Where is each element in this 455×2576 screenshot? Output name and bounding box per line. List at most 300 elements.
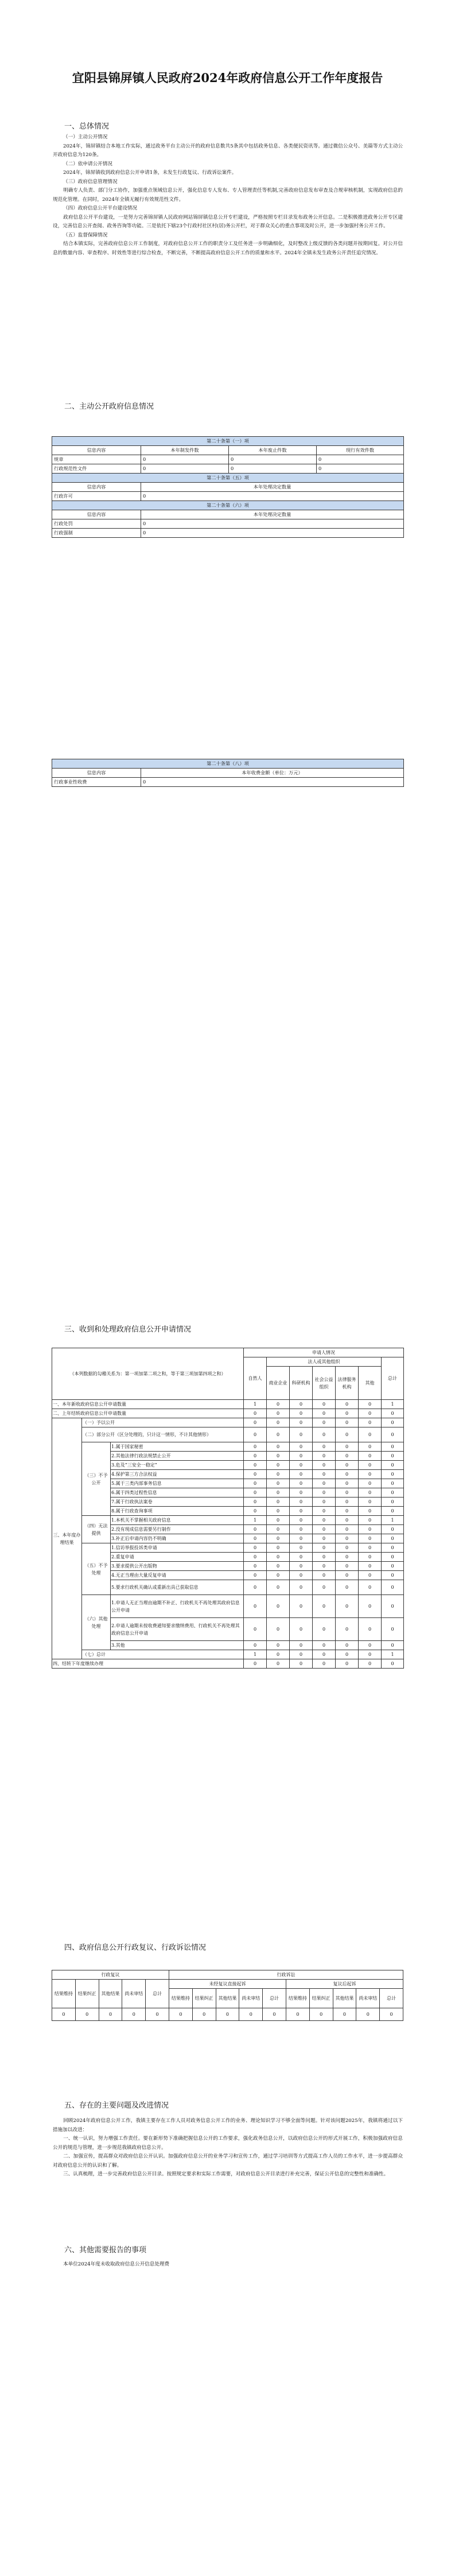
- cell-value: 0: [336, 1461, 359, 1470]
- row-label: 规章: [52, 455, 141, 464]
- cell-value: 0: [359, 1525, 382, 1534]
- row-label: 5.要求行政机关确认或重新出具已获取信息: [111, 1580, 244, 1595]
- cell-value: 0: [267, 1618, 290, 1641]
- cell-value: 0: [290, 1650, 313, 1659]
- row-label: 行政许可: [52, 492, 141, 501]
- cell-value: 0: [313, 1427, 336, 1442]
- cell-value: 0: [336, 1409, 359, 1418]
- table-row: [52, 778, 404, 787]
- cell-value: 0: [146, 2008, 169, 2021]
- paragraph: 2024年，锦屏镇收到政府信息公开申请1条，未发生行政复议、行政诉讼案件。: [63, 170, 237, 176]
- column-header: 其他结果: [333, 1989, 356, 2008]
- fee-table: [52, 759, 404, 787]
- table-row: [52, 455, 404, 464]
- cell-value: 0: [313, 1452, 336, 1461]
- cell-value: 0: [336, 1479, 359, 1488]
- row-label: 4.无正当理由大量反复申请: [111, 1571, 244, 1580]
- table-row: [52, 1595, 404, 1618]
- column-header: 信息内容: [52, 483, 141, 492]
- row-label: （七）总计: [82, 1650, 244, 1659]
- cell-value: 0: [313, 1442, 336, 1452]
- paragraph: （四）政府信息公开平台建设情况: [63, 205, 137, 211]
- cell-value: 0: [382, 1452, 404, 1461]
- paragraph: 二、加强宣传，提高群众对政府信息公开认识。加强政府信息公开的业务学习和宣传工作，通过学习培训等方式提高工作人员的工作水平，进一步提高群众对政府信息公开的认识和了解。: [53, 2154, 403, 2168]
- cell-value: 0: [244, 1507, 267, 1516]
- paragraph: 政府信息公开平台建设，一是努力完善锦屏镇人民政府网站锦屏镇信息公开专栏建设，严格按照专栏目录发布政务公开信息。二是积极推进政务公开专区建设，完善信息公开查阅、政务咨询等功能。三是依托下辖23个行政村社区村(居)务公开栏，对于群众关心的重点事项及时公开，进一步加强村务公开工作。: [53, 214, 403, 229]
- column-header: 结果纠正: [309, 1989, 333, 2008]
- cell-value: 1: [382, 1650, 404, 1659]
- row-label: 2.没有现成信息需要另行制作: [111, 1525, 244, 1534]
- cell-value: 0: [290, 1442, 313, 1452]
- active-disclosure-table: [52, 436, 404, 538]
- cell-value: 0: [359, 1418, 382, 1427]
- column-group-header: 未经复议直接起诉: [169, 1980, 286, 1989]
- cell-value: 0: [141, 519, 404, 529]
- cell-value: 0: [267, 1571, 290, 1580]
- cell-value: 0: [359, 1580, 382, 1595]
- cell-value: 0: [382, 1442, 404, 1452]
- cell-value: 0: [244, 1553, 267, 1562]
- cell-value: 0: [244, 1562, 267, 1571]
- cell-value: 0: [290, 1534, 313, 1543]
- column-group-header: 法人或其他组织: [267, 1357, 382, 1367]
- cell-value: 0: [382, 1580, 404, 1595]
- cell-value: 1: [382, 1400, 404, 1409]
- cell-value: 0: [313, 1498, 336, 1507]
- cell-value: 0: [359, 1488, 382, 1498]
- cell-value: 0: [313, 1562, 336, 1571]
- cell-value: 0: [359, 1461, 382, 1470]
- cell-value: 0: [336, 1427, 359, 1442]
- column-header: 信息内容: [52, 510, 141, 519]
- cell-value: 0: [382, 1553, 404, 1562]
- cell-value: 0: [382, 1470, 404, 1479]
- cell-value: 0: [244, 1488, 267, 1498]
- cell-value: 0: [359, 1650, 382, 1659]
- cell-value: 0: [382, 1488, 404, 1498]
- cell-value: 0: [317, 455, 404, 464]
- cell-value: 0: [336, 1452, 359, 1461]
- cell-value: 0: [359, 1543, 382, 1553]
- cell-value: 0: [382, 1461, 404, 1470]
- cell-value: 0: [75, 2008, 99, 2021]
- column-header: 总计: [382, 1357, 404, 1400]
- column-header: 本年处理决定数量: [141, 510, 404, 519]
- paragraph: 一、统一认识，努力增强工作责任。要在新形势下准确把握信息公开的工作要求，强化政务信息公开，以政府信息公开的形式开展工作，积极加强政府信息公开的规范与管理，进一步规范我镇政府信息公开。: [53, 2136, 403, 2151]
- row-group-label: （四）无法提供: [82, 1516, 111, 1543]
- cell-value: 0: [267, 1442, 290, 1452]
- row-label: 行政事业性收费: [52, 778, 141, 787]
- cell-value: 0: [267, 1525, 290, 1534]
- section-5-body: [53, 2117, 403, 2179]
- cell-value: 0: [267, 1659, 290, 1669]
- cell-value: 0: [382, 1418, 404, 1427]
- cell-value: 0: [267, 1400, 290, 1409]
- cell-value: 0: [336, 1400, 359, 1409]
- paragraph: （三）政府信息管理情况: [63, 179, 118, 185]
- cell-value: 0: [359, 1507, 382, 1516]
- cell-value: 0: [267, 1641, 290, 1650]
- cell-value: 0: [336, 1507, 359, 1516]
- cell-value: 0: [382, 1479, 404, 1488]
- cell-value: 0: [267, 1507, 290, 1516]
- table-banner: 第二十条第（五）项: [52, 474, 404, 483]
- column-header: 其他结果: [99, 1980, 122, 2008]
- cell-value: 0: [267, 1498, 290, 1507]
- cell-value: 1: [244, 1400, 267, 1409]
- cell-value: 1: [244, 1650, 267, 1659]
- cell-value: 0: [141, 464, 229, 474]
- cell-value: 0: [244, 1525, 267, 1534]
- column-header: 自然人: [244, 1357, 267, 1400]
- row-label: 6.属于四类过程性信息: [111, 1488, 244, 1498]
- cell-value: 0: [382, 1498, 404, 1507]
- cell-value: 0: [229, 455, 317, 464]
- row-group-label: （六）其他处理: [82, 1595, 111, 1650]
- row-label: （一）予以公开: [82, 1418, 244, 1427]
- cell-value: 0: [244, 1641, 267, 1650]
- paragraph: （五）监督保障情况: [63, 232, 108, 238]
- table-row: [52, 1516, 404, 1525]
- cell-value: 0: [336, 1571, 359, 1580]
- cell-value: 0: [382, 1525, 404, 1534]
- column-header: 法律服务机构: [336, 1367, 359, 1400]
- section-heading-3: 三、收到和处理政府信息公开申请情况: [64, 1325, 192, 1334]
- row-label: 1.本机关不掌握相关政府信息: [111, 1516, 244, 1525]
- row-label: 3.要求提供公开出版物: [111, 1562, 244, 1571]
- cell-value: 0: [313, 1516, 336, 1525]
- cell-value: 0: [239, 2008, 263, 2021]
- cell-value: 0: [267, 1650, 290, 1659]
- cell-value: 0: [313, 1595, 336, 1618]
- table-row: [52, 1543, 404, 1553]
- cell-value: 0: [169, 2008, 192, 2021]
- cell-value: 0: [336, 1618, 359, 1641]
- cell-value: 0: [313, 1534, 336, 1543]
- cell-value: 0: [216, 2008, 239, 2021]
- cell-value: 0: [382, 1595, 404, 1618]
- cell-value: 0: [336, 1595, 359, 1618]
- table-corner-note: （本列数据的勾稽关系为：第一项加第二项之和，等于第三项加第四项之和）: [52, 1348, 244, 1400]
- row-label: 二、上年结转政府信息公开申请数量: [52, 1409, 244, 1418]
- cell-value: 0: [336, 1470, 359, 1479]
- cell-value: 0: [290, 1461, 313, 1470]
- column-header: 商业企业: [267, 1367, 290, 1400]
- cell-value: 0: [244, 1442, 267, 1452]
- table-banner: 第二十条第（八）项: [52, 759, 404, 769]
- cell-value: 0: [290, 1571, 313, 1580]
- table-row: [52, 519, 404, 529]
- cell-value: 0: [267, 1427, 290, 1442]
- cell-value: 0: [290, 1427, 313, 1442]
- paragraph: 结合本镇实际，完善政府信息公开工作制度，对政府信息公开工作的职责分工及任务进一步明确细化，及时整改上级反馈的各类问题并按期回复。对公开信息的数量内容、审查程序、时效性等进行综合检查，不断完善，不断提高政府信息公开工作的质量和水平。2024年全镇未发生政务公开责任追究情况。: [53, 241, 403, 256]
- cell-value: 0: [141, 492, 404, 501]
- cell-value: 0: [333, 2008, 356, 2021]
- cell-value: 0: [244, 1418, 267, 1427]
- column-header: 信息内容: [52, 446, 141, 455]
- section-heading-1: 一、总体情况: [64, 122, 110, 131]
- row-group-label: （五）不予处理: [82, 1543, 111, 1595]
- table-row: [52, 1650, 404, 1659]
- cell-value: 0: [141, 529, 404, 538]
- cell-value: 0: [336, 1418, 359, 1427]
- cell-value: 0: [290, 1409, 313, 1418]
- table-row: [52, 464, 404, 474]
- cell-value: 0: [290, 1562, 313, 1571]
- row-label: 行政规范性文件: [52, 464, 141, 474]
- cell-value: 0: [192, 2008, 216, 2021]
- cell-value: 0: [267, 1562, 290, 1571]
- cell-value: 0: [313, 1571, 336, 1580]
- cell-value: 0: [359, 1470, 382, 1479]
- cell-value: 0: [313, 1507, 336, 1516]
- cell-value: 0: [313, 1400, 336, 1409]
- cell-value: 0: [244, 1534, 267, 1543]
- cell-value: 0: [313, 1641, 336, 1650]
- cell-value: 0: [359, 1452, 382, 1461]
- column-header: 尚未审结: [239, 1989, 263, 2008]
- cell-value: 0: [382, 1409, 404, 1418]
- cell-value: 0: [359, 1618, 382, 1641]
- section-heading-4: 四、政府信息公开行政复议、行政诉讼情况: [64, 1943, 207, 1952]
- cell-value: 0: [336, 1543, 359, 1553]
- cell-value: 0: [313, 1650, 336, 1659]
- cell-value: 0: [359, 1659, 382, 1669]
- cell-value: 0: [286, 2008, 309, 2021]
- section-heading-6: 六、其他需要报告的事项: [64, 2246, 147, 2255]
- table-row: [52, 1409, 404, 1418]
- cell-value: 0: [141, 778, 404, 787]
- cell-value: 0: [359, 1400, 382, 1409]
- cell-value: 0: [380, 2008, 403, 2021]
- cell-value: 0: [290, 1516, 313, 1525]
- cell-value: 0: [313, 1461, 336, 1470]
- row-label: 2.申请人逾期未按收费通知要求缴纳费用、行政机关不再处理其政府信息公开申请: [111, 1618, 244, 1641]
- cell-value: 0: [290, 1470, 313, 1479]
- column-header: 现行有效件数: [317, 446, 404, 455]
- review-litigation-table: [52, 1970, 403, 2021]
- paragraph: 本单位2024年度未收取政府信息公开信息处理费: [63, 2261, 170, 2267]
- table-row: [52, 1418, 404, 1427]
- row-label: 3.补正后申请内容仍不明确: [111, 1534, 244, 1543]
- application-handling-table: [52, 1348, 404, 1669]
- cell-value: 0: [267, 1516, 290, 1525]
- cell-value: 0: [336, 1659, 359, 1669]
- row-label: 7.属于行政执法案卷: [111, 1498, 244, 1507]
- cell-value: 0: [244, 1461, 267, 1470]
- cell-value: 0: [313, 1618, 336, 1641]
- column-header: 结果维持: [52, 1980, 76, 2008]
- row-label: 1.申请人无正当理由逾期不补正、行政机关不再处理其政府信息公开申请: [111, 1595, 244, 1618]
- cell-value: 0: [313, 1580, 336, 1595]
- cell-value: 0: [244, 1498, 267, 1507]
- cell-value: 0: [244, 1479, 267, 1488]
- column-group-header: 申请人情况: [244, 1348, 404, 1357]
- row-label: 3.危及“三安全一稳定”: [111, 1461, 244, 1470]
- column-group-header: 行政诉讼: [169, 1970, 403, 1980]
- cell-value: 0: [313, 1418, 336, 1427]
- cell-value: 0: [359, 1516, 382, 1525]
- row-label: 1.属于国家秘密: [111, 1442, 244, 1452]
- cell-value: 0: [244, 1452, 267, 1461]
- cell-value: 0: [141, 455, 229, 464]
- table-banner: 第二十条第（六）项: [52, 501, 404, 510]
- cell-value: 0: [336, 1562, 359, 1571]
- cell-value: 0: [267, 1553, 290, 1562]
- cell-value: 0: [313, 1553, 336, 1562]
- cell-value: 0: [229, 464, 317, 474]
- paragraph: 明确专人负责、部门分工协作，加强重点领域信息公开，强化信息专人发布、专人管理责任等机制,完善政府信息发布审查及合规审核机制，实现政府信息的规范化管理。在同时，2024年全镇无履行有效规范性文件。: [53, 188, 403, 203]
- cell-value: 0: [244, 1659, 267, 1669]
- row-label: 2.其他法律行政法规禁止公开: [111, 1452, 244, 1461]
- cell-value: 0: [290, 1659, 313, 1669]
- row-group-label: 三、本年度办理结果: [52, 1418, 82, 1659]
- cell-value: 0: [244, 1618, 267, 1641]
- section-6-body: [53, 2260, 403, 2269]
- cell-value: 0: [359, 1427, 382, 1442]
- cell-value: 0: [359, 1409, 382, 1418]
- table-row: [52, 529, 404, 538]
- cell-value: 0: [244, 1409, 267, 1418]
- cell-value: 0: [336, 1498, 359, 1507]
- paragraph: （一）主动公开情况: [63, 134, 108, 140]
- cell-value: 0: [267, 1595, 290, 1618]
- cell-value: 0: [359, 1498, 382, 1507]
- table-row: [52, 492, 404, 501]
- cell-value: 0: [359, 1562, 382, 1571]
- column-header: 本年废止件数: [229, 446, 317, 455]
- cell-value: 0: [336, 1525, 359, 1534]
- cell-value: 0: [290, 1543, 313, 1553]
- row-label: 4.保护第三方合法权益: [111, 1470, 244, 1479]
- column-header: 结果维持: [169, 1989, 192, 2008]
- column-header: 结果维持: [286, 1989, 309, 2008]
- column-header: 总计: [380, 1989, 403, 2008]
- cell-value: 1: [244, 1516, 267, 1525]
- row-label: 四、结转下年度继续办理: [52, 1659, 244, 1669]
- cell-value: 0: [290, 1400, 313, 1409]
- cell-value: 0: [382, 1534, 404, 1543]
- column-header: 尚未审结: [122, 1980, 146, 2008]
- table-row: [52, 1427, 404, 1442]
- cell-value: 0: [290, 1479, 313, 1488]
- cell-value: 0: [356, 2008, 380, 2021]
- column-header: 科研机构: [290, 1367, 313, 1400]
- cell-value: 0: [382, 1562, 404, 1571]
- row-label: 1.信访举报投诉类申请: [111, 1543, 244, 1553]
- table-banner: 第二十条第（一）项: [52, 437, 404, 446]
- cell-value: 0: [336, 1488, 359, 1498]
- column-header: 社会公益组织: [313, 1367, 336, 1400]
- column-header: 本年处理决定数量: [141, 483, 404, 492]
- row-label: 行政强制: [52, 529, 141, 538]
- cell-value: 0: [267, 1543, 290, 1553]
- cell-value: 0: [336, 1641, 359, 1650]
- cell-value: 0: [267, 1409, 290, 1418]
- cell-value: 0: [267, 1580, 290, 1595]
- cell-value: 0: [313, 1409, 336, 1418]
- row-label: 一、本年新收政府信息公开申请数量: [52, 1400, 244, 1409]
- cell-value: 0: [313, 1479, 336, 1488]
- column-header: 其他结果: [216, 1989, 239, 2008]
- cell-value: 0: [382, 1427, 404, 1442]
- cell-value: 0: [313, 1525, 336, 1534]
- cell-value: 0: [244, 1427, 267, 1442]
- cell-value: 0: [244, 1580, 267, 1595]
- cell-value: 0: [290, 1525, 313, 1534]
- section-heading-2: 二、主动公开政府信息情况: [64, 402, 154, 411]
- cell-value: 0: [290, 1418, 313, 1427]
- cell-value: 0: [290, 1488, 313, 1498]
- table-row: [52, 1400, 404, 1409]
- cell-value: 0: [290, 1595, 313, 1618]
- cell-value: 0: [336, 1442, 359, 1452]
- table-row: [52, 2008, 403, 2021]
- column-group-header: 复议后起诉: [286, 1980, 403, 1989]
- row-label: 5.属于三类内部事务信息: [111, 1479, 244, 1488]
- cell-value: 0: [359, 1595, 382, 1618]
- cell-value: 0: [267, 1452, 290, 1461]
- cell-value: 0: [313, 1659, 336, 1669]
- table-row: [52, 1442, 404, 1452]
- row-label: （二）部分公开（区分处理的，只计这一情形，不计其他情形）: [82, 1427, 244, 1442]
- cell-value: 0: [336, 1534, 359, 1543]
- cell-value: 0: [336, 1516, 359, 1525]
- column-header: 本年收费金额（单位：万元）: [141, 769, 404, 778]
- cell-value: 0: [122, 2008, 146, 2021]
- cell-value: 0: [382, 1659, 404, 1669]
- cell-value: 0: [309, 2008, 333, 2021]
- cell-value: 0: [317, 464, 404, 474]
- column-group-header: 行政复议: [52, 1970, 169, 1980]
- cell-value: 0: [290, 1498, 313, 1507]
- cell-value: 0: [99, 2008, 122, 2021]
- cell-value: 0: [382, 1571, 404, 1580]
- row-group-label: （三）不予公开: [82, 1442, 111, 1516]
- cell-value: 0: [290, 1452, 313, 1461]
- cell-value: 0: [290, 1553, 313, 1562]
- paragraph: 回顾2024年政府信息公开工作，我镇主要存在工作人员对政务信息公开工作的业务、理论知识学习不够全面等问题。针对该问题2025年，我镇将通过以下措施加以改进：: [53, 2118, 403, 2133]
- cell-value: 0: [290, 1641, 313, 1650]
- cell-value: 0: [267, 1470, 290, 1479]
- cell-value: 0: [267, 1488, 290, 1498]
- cell-value: 0: [267, 1534, 290, 1543]
- column-header: 总计: [146, 1980, 169, 2008]
- column-header: 尚未审结: [356, 1989, 380, 2008]
- cell-value: 0: [290, 1618, 313, 1641]
- cell-value: 0: [313, 1543, 336, 1553]
- column-header: 信息内容: [52, 769, 141, 778]
- cell-value: 0: [267, 1418, 290, 1427]
- column-header: 结果纠正: [75, 1980, 99, 2008]
- cell-value: 0: [359, 1641, 382, 1650]
- cell-value: 0: [382, 1618, 404, 1641]
- column-header: 其他: [359, 1367, 382, 1400]
- row-label: 行政处罚: [52, 519, 141, 529]
- cell-value: 0: [382, 1543, 404, 1553]
- cell-value: 0: [336, 1553, 359, 1562]
- paragraph: （二）依申请公开情况: [63, 161, 112, 167]
- section-heading-5: 五、存在的主要问题及改进情况: [64, 2101, 169, 2110]
- cell-value: 0: [359, 1553, 382, 1562]
- cell-value: 1: [382, 1516, 404, 1525]
- cell-value: 0: [359, 1479, 382, 1488]
- cell-value: 0: [313, 1488, 336, 1498]
- column-header: 结果纠正: [192, 1989, 216, 2008]
- cell-value: 0: [244, 1470, 267, 1479]
- cell-value: 0: [267, 1479, 290, 1488]
- cell-value: 0: [313, 1470, 336, 1479]
